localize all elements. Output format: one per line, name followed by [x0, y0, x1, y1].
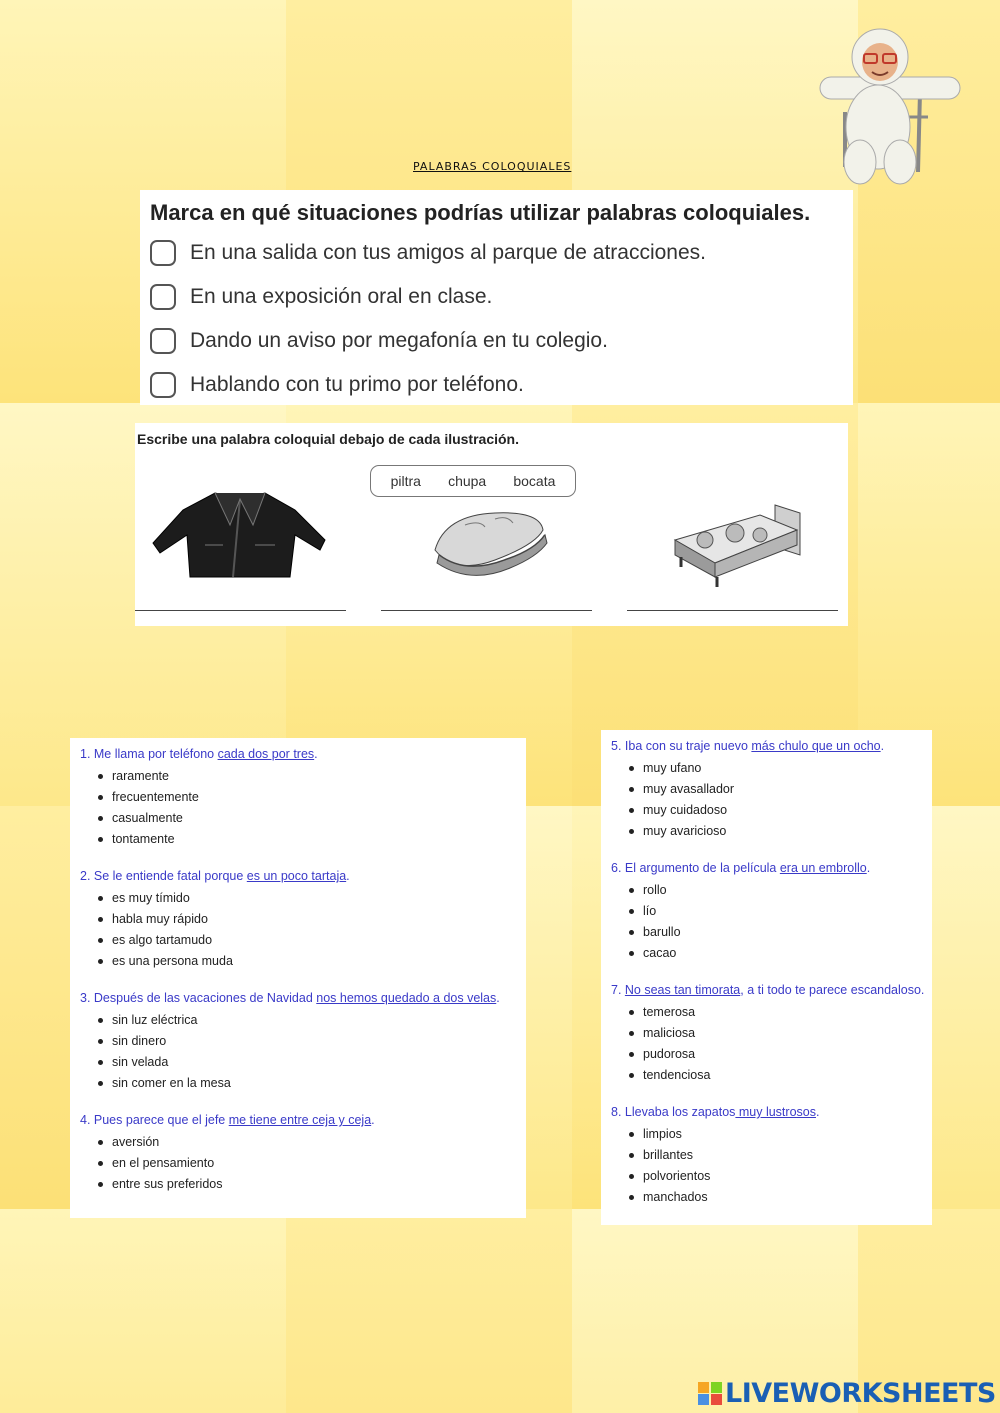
answer-option[interactable]: raramente — [102, 766, 516, 787]
question-item — [80, 746, 516, 850]
option-label: En una salida con tus amigos al parque de atracciones. — [190, 241, 706, 264]
brand-name: LIVEWORKSHEETS — [725, 1378, 996, 1409]
question-text: 1. Me llama por teléfono cada dos por tres. — [80, 747, 318, 761]
option-label: Hablando con tu primo por teléfono. — [190, 373, 524, 396]
bed-illustration — [665, 495, 805, 590]
question-text: 5. Iba con su traje nuevo más chulo que un ocho. — [611, 739, 885, 753]
answer-option[interactable]: es muy tímido — [102, 888, 516, 909]
question-text: 2. Se le entiende fatal porque es un poco tartaja. — [80, 869, 350, 883]
answer-option[interactable]: sin dinero — [102, 1031, 516, 1052]
liveworksheets-logo-icon — [698, 1382, 722, 1406]
word-bank-item: piltra — [390, 473, 421, 489]
question-item — [80, 868, 516, 972]
page-title: PALABRAS COLOQUIALES — [413, 160, 572, 173]
checkbox[interactable] — [150, 240, 176, 266]
answer-option[interactable]: tontamente — [102, 829, 516, 850]
answer-line[interactable] — [627, 610, 838, 611]
answer-option[interactable]: barullo — [633, 922, 922, 943]
answer-option[interactable]: pudorosa — [633, 1044, 922, 1065]
answer-list — [611, 758, 922, 842]
liveworksheets-brand — [698, 1378, 996, 1409]
answer-option[interactable]: brillantes — [633, 1145, 922, 1166]
answer-option[interactable]: es algo tartamudo — [102, 930, 516, 951]
answer-list — [611, 1002, 922, 1086]
background-tile — [0, 1209, 286, 1413]
answer-line[interactable] — [381, 610, 592, 611]
question-item — [611, 982, 925, 1086]
answer-option[interactable]: sin comer en la mesa — [102, 1073, 516, 1094]
answer-option[interactable]: manchados — [633, 1187, 922, 1208]
answer-list — [80, 888, 516, 972]
answer-list — [80, 766, 516, 850]
answer-option[interactable]: muy avaricioso — [633, 821, 922, 842]
question-item — [80, 1112, 516, 1195]
answer-option[interactable]: casualmente — [102, 808, 516, 829]
exercise-question: Marca en qué situaciones podrías utilizar palabras coloquiales. — [150, 200, 811, 225]
answer-option[interactable]: rollo — [633, 880, 922, 901]
option-label: Dando un aviso por megafonía en tu colegio. — [190, 329, 608, 352]
exercise-instruction: Escribe una palabra coloquial debajo de cada ilustración. — [137, 431, 519, 447]
question-item — [80, 990, 516, 1094]
option-row — [150, 240, 706, 266]
leather-jacket-illustration — [145, 485, 335, 585]
answer-option[interactable]: maliciosa — [633, 1023, 922, 1044]
question-text: 4. Pues parece que el jefe me tiene entre ceja y ceja. — [80, 1113, 375, 1127]
situations-exercise — [140, 190, 853, 405]
word-bank-item: chupa — [448, 473, 487, 489]
question-text: 3. Después de las vacaciones de Navidad nos hemos quedado a dos velas. — [80, 991, 500, 1005]
background-tile — [286, 1209, 572, 1413]
option-row — [150, 372, 524, 398]
word-bank-item: bocata — [513, 473, 556, 489]
word-bank — [370, 465, 576, 497]
answer-line[interactable] — [135, 610, 346, 611]
question-text: 6. El argumento de la película era un embrollo. — [611, 861, 871, 875]
question-item — [611, 1104, 922, 1208]
question-item — [611, 738, 922, 842]
bandaged-avatar-illustration — [800, 22, 970, 187]
answer-option[interactable]: es una persona muda — [102, 951, 516, 972]
checkbox[interactable] — [150, 284, 176, 310]
option-label: En una exposición oral en clase. — [190, 285, 493, 308]
checkbox[interactable] — [150, 328, 176, 354]
answer-option[interactable]: lío — [633, 901, 922, 922]
questions-left-panel — [70, 738, 526, 1218]
option-row — [150, 328, 608, 354]
answer-option[interactable]: habla muy rápido — [102, 909, 516, 930]
sandwich-illustration — [425, 505, 555, 585]
answer-option[interactable]: cacao — [633, 943, 922, 964]
answer-option[interactable]: tendenciosa — [633, 1065, 922, 1086]
illustration-exercise — [135, 423, 848, 626]
option-row — [150, 284, 492, 310]
answer-option[interactable]: frecuentemente — [102, 787, 516, 808]
answer-option[interactable]: muy avasallador — [633, 779, 922, 800]
answer-list — [611, 880, 922, 964]
answer-option[interactable]: sin velada — [102, 1052, 516, 1073]
answer-option[interactable]: aversión — [102, 1132, 516, 1153]
answer-option[interactable]: muy cuidadoso — [633, 800, 922, 821]
answer-option[interactable]: limpios — [633, 1124, 922, 1145]
answer-option[interactable]: muy ufano — [633, 758, 922, 779]
question-text: 8. Llevaba los zapatos muy lustrosos. — [611, 1105, 820, 1119]
question-item — [611, 860, 922, 964]
answer-option[interactable]: entre sus preferidos — [102, 1174, 516, 1195]
answer-option[interactable]: sin luz eléctrica — [102, 1010, 516, 1031]
answer-list — [611, 1124, 922, 1208]
answer-list — [80, 1010, 516, 1094]
answer-option[interactable]: polvorientos — [633, 1166, 922, 1187]
answer-option[interactable]: en el pensamiento — [102, 1153, 516, 1174]
checkbox[interactable] — [150, 372, 176, 398]
answer-option[interactable]: temerosa — [633, 1002, 922, 1023]
question-text: 7. No seas tan timorata, a ti todo te parece escandaloso. — [611, 983, 925, 997]
answer-list — [80, 1132, 516, 1195]
questions-right-panel — [601, 730, 932, 1225]
